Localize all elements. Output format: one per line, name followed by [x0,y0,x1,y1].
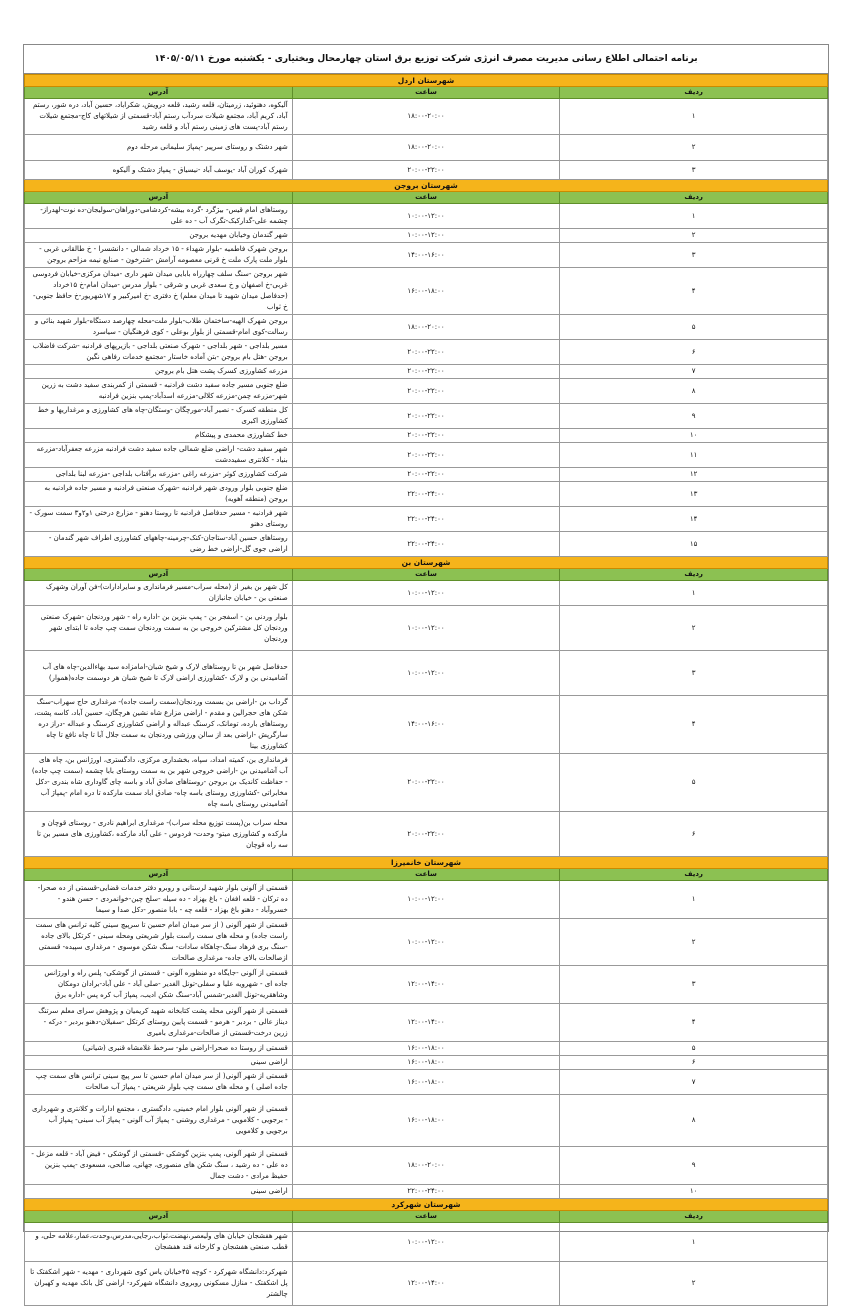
row-number: ۶ [560,812,828,857]
address-cell: قسمتی از آلونی -جایگاه دو منظوره آلونی - قسمتی از گوشکی- پلس راه و اورژانس جاده ای - شهرویه علیا و سفلی-تونل الغدیر -صلی آباد - علی آباد-برادان دومکان وشاهقریه-تونل الغدیر-شمس آباد-سنگ شکن ادیب، پمپاژ آب کره پس -اداره برق [25,966,293,1004]
column-header-num: ردیف [560,869,828,881]
address-cell: شهرک کوران آباد -یوسف آباد -نیسیاق - پمپاژ دشتک و آلیکوه [25,161,293,180]
column-header-time: ساعت [292,87,560,99]
row-number: ۵ [560,315,828,340]
time-range: ۱۰:۰۰-۱۲:۰۰ [292,606,560,651]
row-number: ۷ [560,365,828,379]
table-row [25,161,828,180]
table-row [25,1185,828,1199]
address-cell: اراضی سینی [25,1185,293,1199]
table-row [25,365,828,379]
section-title: شهرستان بروجن [25,180,828,192]
time-range: ۱۶:۰۰-۱۸:۰۰ [292,1095,560,1147]
time-range: ۱۰:۰۰-۱۲:۰۰ [292,881,560,919]
time-range: ۱۸:۰۰-۲۰:۰۰ [292,99,560,135]
column-header-time: ساعت [292,192,560,204]
time-range: ۲۰:۰۰-۲۲:۰۰ [292,443,560,468]
time-range: ۲۲:۰۰-۲۴:۰۰ [292,482,560,507]
time-range: ۱۰:۰۰-۱۲:۰۰ [292,229,560,243]
time-range: ۲۲:۰۰-۲۴:۰۰ [292,532,560,557]
time-range: ۱۰:۰۰-۱۲:۰۰ [292,1223,560,1262]
table-row [25,1262,828,1306]
column-header-address: آدرس [25,192,293,204]
address-cell: شهر هفشجان خیابان های ولیعصر،نهضت،ثواب،رجایی،مدرس،وحدت،عمار،علامه حلی، و قطب صنعتی هفشجان و کارخانه قند هفشجان [25,1223,293,1262]
row-number: ۸ [560,379,828,404]
column-header-address: آدرس [25,869,293,881]
table-row [25,581,828,606]
table-row [25,1042,828,1056]
address-cell: ضلع جنوبی بلوار ورودی شهر فرادنبه -شهرک صنعتی فرادنبه و مسیر جاده فرادنبه به بروجن (منطقه آهویه) [25,482,293,507]
row-number: ۹ [560,404,828,429]
address-cell: کل شهر بن بغیر از (محله سراب-مسیر فرمانداری و سایرادارات)-فن آوران وشهرک صنعتی بن - خیابان جانبازان [25,581,293,606]
table-row [25,881,828,919]
row-number: ۱ [560,204,828,229]
time-range: ۱۰:۰۰-۱۲:۰۰ [292,919,560,966]
time-range: ۱۶:۰۰-۱۸:۰۰ [292,1070,560,1095]
table-row [25,340,828,365]
column-header-num: ردیف [560,569,828,581]
table-row [25,651,828,696]
schedule-table [24,74,828,1306]
address-cell: شرکت کشاورزی کوثر -مزرعه راغی -مزرعه برآفتاب بلداجی -مزرعه لبنا بلداجی [25,468,293,482]
time-range: ۲۲:۰۰-۲۴:۰۰ [292,1185,560,1199]
address-cell: فرمانداری بن، کمیته امداد، سپاه، بخشداری مرکزی، دادگستری، اورژانس بن، چاه های آب آشامیدنی بن -اراضی خروجی شهر بن به سمت روستای بابا چشمه (سمت چپ جاده) - حفاظت کاندیک بن بروجن -روستاهای صادق آباد و باسه چای گاوداری شاه بندری -دکل مخابراتی -کشاورزی روستای باسه چاه- صادق اباد سمت مارکده تا دره امام -پمپاژ آب آشامیدنی روستای باسه چاه [25,754,293,812]
row-number: ۱ [560,581,828,606]
address-cell: شهر دشتک و روستای سرپیر -پمپاژ سلیمانی مرحله دوم [25,135,293,161]
row-number: ۳ [560,161,828,180]
row-number: ۱۱ [560,443,828,468]
address-cell: قسمتی از شهر آلونی بلوار امام خمینی، دادگستری ، مجتمع ادارات و کلانتری و شهرداری - برجویی - کلامویی - مرغداری روشنی - پمپاژ آب آلونی - پمپاژ آب سینی- پمپاژ آب برجویی و کلامویی [25,1095,293,1147]
address-cell: شهرکرد:دانشگاه شهرکرد - کوچه ۴۵خیابان یاس کوی شهرداری - مهدیه - شهر اشکفتک تا پل اشکفتک - منازل مسکونی روبروی دانشگاه شهرکرد- اراضی کل بانک مهدیه و کهبران چالشتر [25,1262,293,1306]
row-number: ۶ [560,1056,828,1070]
row-number: ۵ [560,754,828,812]
table-row [25,315,828,340]
table-row [25,443,828,468]
address-cell: ضلع جنوبی مسیر جاده سفید دشت فرادنبه - قسمتی از کمربندی سفید دشت به زرین شهر-مزرعه چمن-مزرعه کلالی-مزرعه اسدآباد-پمپ بنزین فرادنبه [25,379,293,404]
row-number: ۴ [560,696,828,754]
table-row [25,99,828,135]
table-row [25,429,828,443]
address-cell: روستاهای حسین آباد-ستاجان-کنک-چرمینه-چاههای کشاورزی اطراف شهر گندمان - اراضی جوی گل-اراضی خط رضی [25,532,293,557]
address-cell: شهر بروجن -سنگ سلف چهارراه بابایی میدان شهر داری -میدان مرکزی-خیابان فردوسی غربی-خ اصفهان و خ سعدی غربی و شرقی - بلوار مدرس -میدان امام-خ ۱۵خرداد (حدفاصل میدان شهید تا میدان معلم) خ دفتری -خ امیرکبیر و ۱۷شهریور-خ حافظ جنوبی-خ ثواب [25,268,293,315]
column-header-row [25,569,828,581]
row-number: ۲ [560,606,828,651]
table-row [25,1223,828,1262]
section-title: شهرستان شهرکرد [25,1199,828,1211]
table-row [25,204,828,229]
time-range: ۱۶:۰۰-۱۸:۰۰ [292,268,560,315]
column-header-time: ساعت [292,569,560,581]
address-cell: روستاهای امام قیس- بیژگرد -گرده بیشه-کردشامی-دوراهان-سولیجان-ده نوت-لهدراز-چشمه علی-گدارکبک-تگرک آب - ده علی [25,204,293,229]
row-number: ۶ [560,340,828,365]
column-header-row [25,192,828,204]
time-range: ۱۸:۰۰-۲۰:۰۰ [292,135,560,161]
time-range: ۱۶:۰۰-۱۸:۰۰ [292,1056,560,1070]
time-range: ۱۲:۰۰-۱۴:۰۰ [292,1004,560,1042]
address-cell: قسمتی از شهر آلونی ( از سر میدان امام حسین تا سرپیچ سینی کلیه ترانس های سمت راست جاده) و محله های سمت راست بلوار شریعتی ومحله سینی - کرتکل بالای جاده -سنگ بری فرهاد سنگ-چاهکاه سادات- سنگ شکن موسوی - مرغداری سپیده- قسمتی ازصالحات بالای جاده- مرغداری صالحات [25,919,293,966]
column-header-address: آدرس [25,87,293,99]
row-number: ۱۰ [560,1185,828,1199]
address-cell: بروجن شهرک الهیه-ساختمان طلاب-بلوار ملت-محله چهارصد دستگاه-بلوار شهید بنائی و رسالت-کوی امام-قسمتی از بلوار بوعلی - کوی فرهنگیان - سیاسرد [25,315,293,340]
time-range: ۲۰:۰۰-۲۲:۰۰ [292,379,560,404]
row-number: ۱ [560,1223,828,1262]
table-row [25,404,828,429]
row-number: ۹ [560,1147,828,1185]
time-range: ۱۰:۰۰-۱۲:۰۰ [292,581,560,606]
section-header-row [25,1199,828,1211]
address-cell: مزرعه کشاورزی کسرک پشت هتل بام بروجن [25,365,293,379]
section-header-row [25,857,828,869]
time-range: ۱۲:۰۰-۱۴:۰۰ [292,966,560,1004]
time-range: ۲۰:۰۰-۲۲:۰۰ [292,754,560,812]
section-header-row [25,75,828,87]
column-header-num: ردیف [560,87,828,99]
time-range: ۲۰:۰۰-۲۲:۰۰ [292,340,560,365]
address-cell: کل منطقه کسرک - نصیر آباد-مورچگان -وستگان-چاه های کشاورزی و مرغداریها و خط کشاورزی اکبری [25,404,293,429]
column-header-num: ردیف [560,192,828,204]
time-range: ۲۰:۰۰-۲۲:۰۰ [292,812,560,857]
column-header-row [25,1211,828,1223]
time-range: ۱۸:۰۰-۲۰:۰۰ [292,1147,560,1185]
row-number: ۲ [560,919,828,966]
column-header-address: آدرس [25,569,293,581]
address-cell: آلیکوه، دهنوئید، زرمیتان، قلعه رشید، قلعه درویش، شکراباد، حسین آباد، دره شور، رستم آباد، کریم آباد، مجتمع شیلات سردآب رستم آباد-قسمتی از شیلاتهای کاج-مجتمع شیلات رستم آباد-پست های زمینی رستم آباد و قلعه رشید [25,99,293,135]
table-row [25,696,828,754]
row-number: ۸ [560,1095,828,1147]
time-range: ۲۰:۰۰-۲۲:۰۰ [292,365,560,379]
row-number: ۷ [560,1070,828,1095]
row-number: ۱۵ [560,532,828,557]
row-number: ۱ [560,881,828,919]
address-cell: شهر فرادنبه - مسیر حدفاصل فرادنبه تا روستا دهنو - مزارع درختی ۱و۲و۳ سمت سورک - روستای دهنو [25,507,293,532]
time-range: ۱۰:۰۰-۱۲:۰۰ [292,651,560,696]
address-cell: قسمتی از شهر آلونی( از سر میدان امام حسین تا سر پیچ سینی ترانس های سمت چپ جاده اصلی ) و محله های سمت چپ بلوار شریعتی - پمپاژ آب صالحات [25,1070,293,1095]
section-header-row [25,557,828,569]
time-range: ۲۲:۰۰-۲۴:۰۰ [292,507,560,532]
time-range: ۱۲:۰۰-۱۴:۰۰ [292,1262,560,1306]
row-number: ۱۲ [560,468,828,482]
table-row [25,1004,828,1042]
time-range: ۱۴:۰۰-۱۶:۰۰ [292,243,560,268]
row-number: ۱۳ [560,482,828,507]
schedule-sheet [23,44,829,1298]
table-row [25,1056,828,1070]
time-range: ۱۶:۰۰-۱۸:۰۰ [292,1042,560,1056]
time-range: ۲۰:۰۰-۲۲:۰۰ [292,161,560,180]
column-header-row [25,87,828,99]
table-row [25,482,828,507]
column-header-address: آدرس [25,1211,293,1223]
address-cell: حدفاصل شهر بن تا روستاهای لارک و شیخ شبان-امامزاده سید بهاءالدین-چاه های آب آشامیدنی بن و لارک -کشاورزی اراضی لارک تا شیخ شبان هر دوسمت جاده(هموار) [25,651,293,696]
table-row [25,966,828,1004]
address-cell: گرداب بن -اراضی بن بسمت وردنجان(سمت راست جاده)- مرغداری حاج سهراب-سنگ شکن های حجرالین و مقدم - اراضی مزارع شاه نشین هرچگان، حسین آباد، کاسه پشت، روستاهای بارده، تومانک، کرسنگ عبداله و اراضی کشاورزی کرسنگ و عبداله -دراز دره سارگرپش -اراضی بعد از سالن ورزشی وردنجان به سمت جلال آبا تا چاه نافع تا چاه کشاورزی بینا [25,696,293,754]
table-row [25,379,828,404]
section-title: شهرستان خانمیرزا [25,857,828,869]
table-row [25,606,828,651]
table-row [25,507,828,532]
time-range: ۲۰:۰۰-۲۲:۰۰ [292,468,560,482]
table-row [25,532,828,557]
table-row [25,919,828,966]
row-number: ۱۰ [560,429,828,443]
row-number: ۳ [560,243,828,268]
section-title: شهرستان اردل [25,75,828,87]
address-cell: بروجن شهرک فاطمیه -بلوار شهداء - ۱۵ خرداد شمالی - دانشسرا - خ طالقانی غربی - بلوار ملت پارک ملت خ قرنی معصومه آرامش -شترخون - صنایع نیمه مزاحم بروجن [25,243,293,268]
address-cell: مسیر بلداجی - شهر بلداجی - شهرک صنعتی بلداجی - بازیرپهای فرادنبه -شرکت فاضلاب بروجن -هتل بام بروجن -بتن آماده خاستار -مجتمع خدمات رفاهی نگین [25,340,293,365]
address-cell: قسمتی از شهر آلونی، پمپ بنزین گوشکی -قسمتی از گوشکی - فیض آباد - قلعه مزعل - ده علی - ده رشید ، سنگ شکن های منصوری، جهانی، صالحی، مسعودی -پمپ بنزین حفیظ مرادی - دشت جمال [25,1147,293,1185]
table-row [25,229,828,243]
section-title: شهرستان بن [25,557,828,569]
address-cell: شهر گندمان وخیابان مهدیه بروجن [25,229,293,243]
address-cell: بلوار وردنی بن - اسفجر بن - پمپ بنزین بن -اداره راه - شهر وردنجان -شهرک صنعتی وردنجان کل مشترکین خروجی بن به سمت وردنجان سمت چپ جاده تا ابتدای شهر وردنجان [25,606,293,651]
row-number: ۲ [560,229,828,243]
table-row [25,812,828,857]
table-row [25,268,828,315]
column-header-num: ردیف [560,1211,828,1223]
table-row [25,1095,828,1147]
row-number: ۲ [560,1262,828,1306]
table-row [25,243,828,268]
page-title: برنامه احتمالی اطلاع رسانی مدیریت مصرف انرژی شرکت توزیع برق استان چهارمحال وبختیاری - یکشنبه مورخ ۱۴۰۵/۰۵/۱۱ [24,45,828,74]
address-cell: قسمتی از روستا ده صحرا-اراضی ملو- سرخط غلامشاه قنبری (شیانی) [25,1042,293,1056]
row-number: ۵ [560,1042,828,1056]
table-row [25,1070,828,1095]
address-cell: محله سراب بن(پست توزیع محله سراب)- مرغداری ابراهیم نادری - روستای قوچان و مارکده و کشاورزی میتو- وحدت- فردوس - علی آباد مارکده ،کشاورزی های مسیر بن تا سه راه قوچان [25,812,293,857]
row-number: ۲ [560,135,828,161]
time-range: ۱۴:۰۰-۱۶:۰۰ [292,696,560,754]
row-number: ۴ [560,268,828,315]
time-range: ۲۰:۰۰-۲۲:۰۰ [292,429,560,443]
time-range: ۲۰:۰۰-۲۲:۰۰ [292,404,560,429]
row-number: ۱ [560,99,828,135]
time-range: ۱۰:۰۰-۱۲:۰۰ [292,204,560,229]
table-row [25,754,828,812]
row-number: ۴ [560,1004,828,1042]
address-cell: اراضی سینی [25,1056,293,1070]
section-header-row [25,180,828,192]
row-number: ۳ [560,651,828,696]
column-header-row [25,869,828,881]
row-number: ۱۴ [560,507,828,532]
table-row [25,1147,828,1185]
time-range: ۱۸:۰۰-۲۰:۰۰ [292,315,560,340]
column-header-time: ساعت [292,869,560,881]
address-cell: قسمتی از شهر آلونی محله پشت کتابخانه شهید کریمیان و پژوهش سرای معلم سرتنگ دیناز عالی - بردبر - هرمو - قسمت پایین روستای کرتکل -سفیلان-دهنو بردبر - درکه - زرین درخت-قسمتی از صالحات-مرغداری بامیری [25,1004,293,1042]
table-row [25,135,828,161]
column-header-time: ساعت [292,1211,560,1223]
row-number: ۳ [560,966,828,1004]
address-cell: شهر سفید دشت- اراضی ضلع شمالی جاده سفید دشت فرادنبه مزرعه جعفرآباد-مزرعه بنیاد - کلانتری سفیددشت [25,443,293,468]
address-cell: قسمتی از آلونی بلوار شهید لرستانی و روبرو دفتر خدمات قضایی-قسمتی از ده صحرا- ده ترکان - قلعه افغان - باغ بهزاد - ده سیله -سلخ چین-خوانمردی - حسن هندو - خسروآباد - دهنو باغ بهزاد - قلعه چه - بابا منصور -دکل صدا و سیما [25,881,293,919]
address-cell: خط کشاورزی محمدی و پیشکام [25,429,293,443]
table-row [25,468,828,482]
